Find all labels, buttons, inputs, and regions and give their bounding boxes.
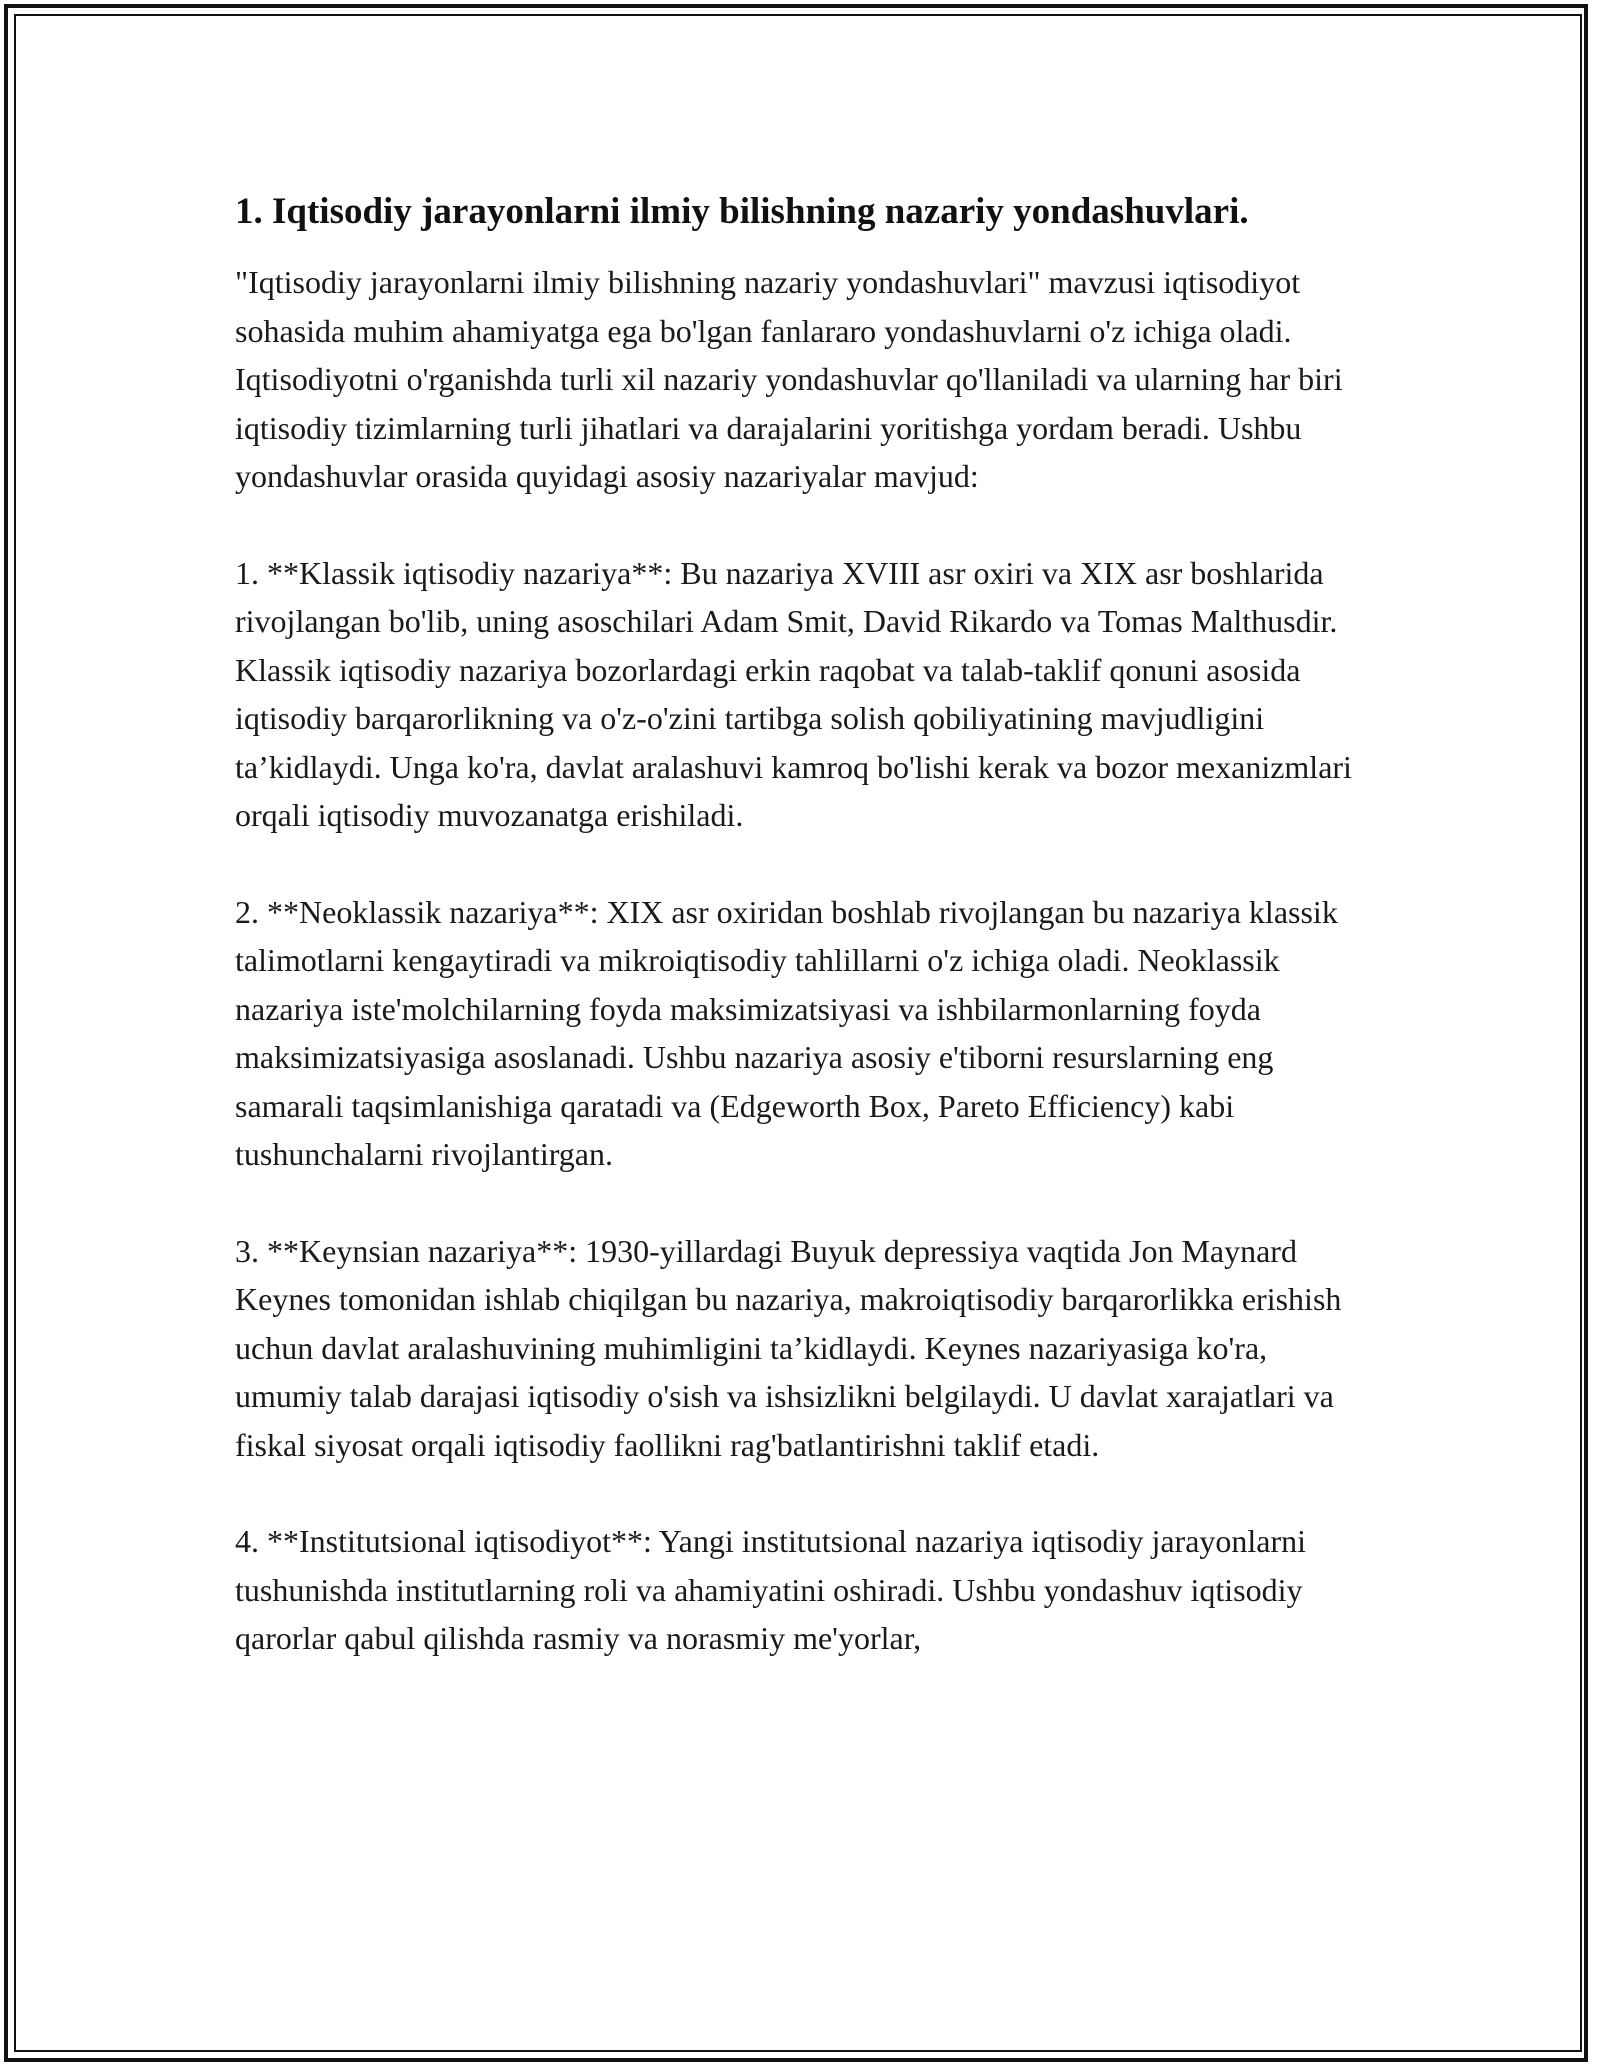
paragraph-intro: "Iqtisodiy jarayonlarni ilmiy bilishning nazariy yondashuvlari" mavzusi iqtisodiyot sohasida muhim ahamiyatga ega bo'lgan fanlararo yondashuvlarni o'z ichiga oladi. Iqtisodiyotni o'rganishda turli xil nazariy yondashuvlar qo'llaniladi va ularning har biri iqtisodiy tizimlarning turli jihatlari va darajalarini yoritishga yordam beradi. Ushbu yondashuvlar orasida quyidagi asosiy nazariyalar mavjud: <box>235 264 1343 494</box>
paragraph-classical-theory: 1. **Klassik iqtisodiy nazariya**: Bu nazariya XVIII asr oxiri va XIX asr boshlarida rivojlangan bo'lib, uning asoschilari Adam Smit, David Rikardo va Tomas Malthusdir. Klassik iqtisodiy nazariya bozorlardagi erkin raqobat va talab-taklif qonuni asosida iqtisodiy barqarorlikning va o'z-o'zini tartibga solish qobiliyatining mavjudligini ta’kidlaydi. Unga ko'ra, davlat aralashuvi kamroq bo'lishi kerak va bozor mexanizmlari orqali iqtisodiy muvozanatga erishiladi. <box>235 554 1352 833</box>
paragraph-institutional-economics: 4. **Institutsional iqtisodiyot**: Yangi institutsional nazariya iqtisodiy jarayonlarni tushunishda institutlarning roli va ahamiyatini oshiradi. Ushbu yondashuv iqtisodiy qarorlar qabul qilishda rasmiy va norasmiy me'yorlar, <box>235 1523 1307 1656</box>
paragraph-neoclassical-theory: 2. **Neoklassik nazariya**: XIX asr oxiridan boshlab rivojlangan bu nazariya klassik talimotlarni kengaytiradi va mikroiqtisodiy tahlillarni o'z ichiga oladi. Neoklassik nazariya iste'molchilarning foyda maksimizatsiyasi va ishbilarmonlarning foyda maksimizatsiyasiga asoslanadi. Ushbu nazariya asosiy e'tiborni resurslarning eng samarali taqsimlanishiga qaratadi va (Edgeworth Box, Pareto Efficiency) kabi tushunchalarni rivojlantirgan. <box>235 893 1338 1172</box>
document-title: 1. Iqtisodiy jarayonlarni ilmiy bilishning nazariy yondashuvlari. <box>235 191 1249 232</box>
paragraph-keynesian-theory: 3. **Keynsian nazariya**: 1930-yillardagi Buyuk depressiya vaqtida Jon Maynard Keynes tomonidan ishlab chiqilgan bu nazariya, makroiqtisodiy barqarorlikka erishish uchun davlat aralashuvining muhimligini ta’kidlaydi. Keynes nazariyasiga ko'ra, umumiy talab darajasi iqtisodiy o'sish va ishsizlikni belgilaydi. U davlat xarajatlari va fiskal siyosat orqali iqtisodiy faollikni rag'batlantirishni taklif etadi. <box>235 1232 1342 1463</box>
document-body <box>235 188 1365 1711</box>
